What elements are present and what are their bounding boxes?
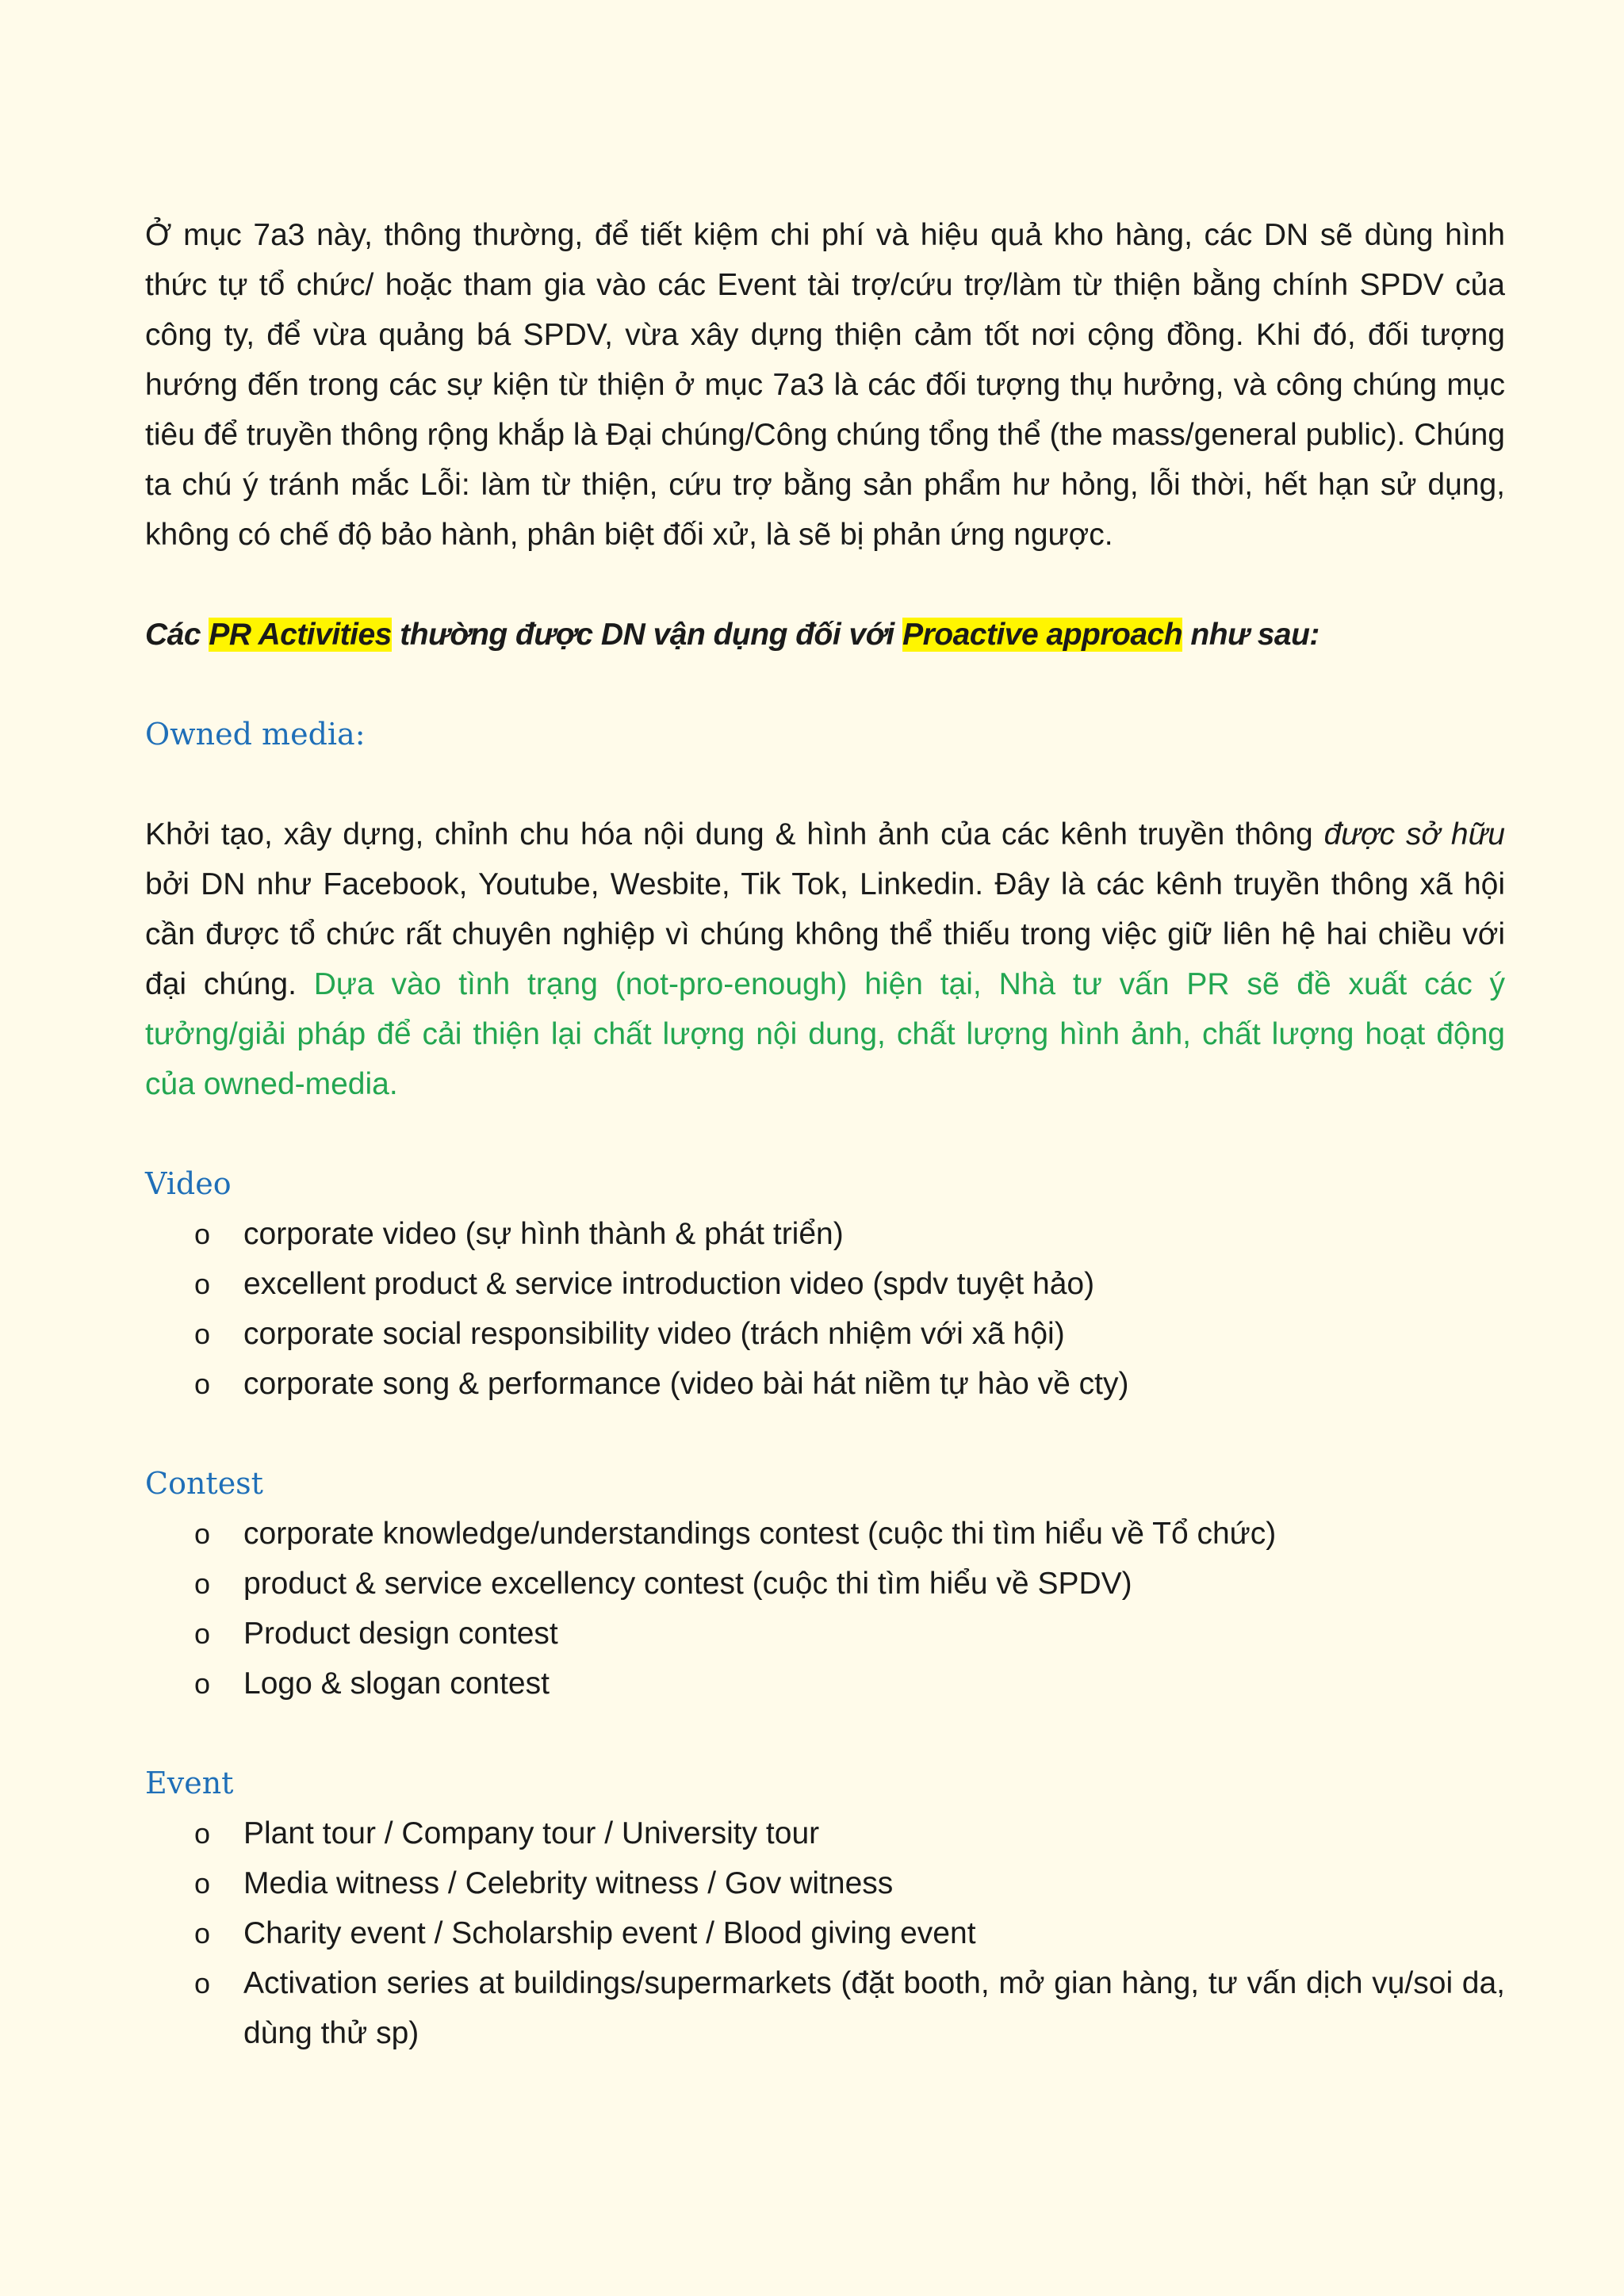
owned-media-paragraph xyxy=(145,809,1505,1109)
list-item xyxy=(145,1259,1505,1309)
list-item xyxy=(145,1659,1505,1709)
list-item xyxy=(145,1908,1505,1958)
list-item xyxy=(145,1808,1505,1858)
list-item xyxy=(145,1559,1505,1609)
bullet-circle-icon: o xyxy=(194,1867,211,1900)
contest-heading: Contest xyxy=(145,1466,263,1501)
bullet-circle-icon: o xyxy=(194,1268,211,1300)
lead-highlight-pr-activities: PR Activities xyxy=(209,618,392,652)
bullet-circle-icon: o xyxy=(194,1667,211,1700)
list-item-text: corporate social responsibility video (trách nhiệm với xã hội) xyxy=(243,1317,1065,1351)
video-list xyxy=(145,1209,1505,1409)
list-item-text: Plant tour / Company tour / University tour xyxy=(243,1816,820,1850)
list-item-text: corporate song & performance (video bài hát niềm tự hào về cty) xyxy=(243,1367,1129,1401)
contest-list xyxy=(145,1509,1505,1709)
bullet-circle-icon: o xyxy=(194,1567,211,1600)
list-item-text: excellent product & service introduction video (spdv tuyệt hảo) xyxy=(243,1267,1095,1301)
list-item-text: corporate video (sự hình thành & phát triển) xyxy=(243,1217,844,1251)
list-item xyxy=(145,1209,1505,1259)
lead-text-3: như sau: xyxy=(1182,618,1320,652)
list-item xyxy=(145,1359,1505,1409)
spacer xyxy=(145,560,1505,610)
spacer xyxy=(145,760,1505,809)
list-item-text: corporate knowledge/understandings contest (cuộc thi tìm hiểu về Tổ chức) xyxy=(243,1517,1277,1551)
intro-paragraph: Ở mục 7a3 này, thông thường, để tiết kiệm chi phí và hiệu quả kho hàng, các DN sẽ dùng hình thức tự tổ chức/ hoặc tham gia vào các Event tài trợ/cứu trợ/làm từ thiện bằng chính SPDV của công ty, để vừa quảng bá SPDV, vừa xây dựng thiện cảm tốt nơi cộng đồng. Khi đó, đối tượng hướng đến trong các sự kiện từ thiện ở mục 7a3 là các đối tượng thụ hưởng, và công chúng mục tiêu để truyền thông rộng khắp là Đại chúng/Công chúng tổng thể (the mass/general public). Chúng ta chú ý tránh mắc Lỗi: làm từ thiện, cứu trợ bằng sản phẩm hư hỏng, lỗi thời, hết hạn sử dụng, không có chế độ bảo hành, phân biệt đối xử, là sẽ bị phản ứng ngược. xyxy=(145,218,1505,552)
bullet-circle-icon: o xyxy=(194,1617,211,1650)
list-item xyxy=(145,1958,1505,2058)
bullet-circle-icon: o xyxy=(194,1517,211,1550)
owned-media-heading: Owned media: xyxy=(145,717,366,752)
list-item-text: Activation series at buildings/supermarkets (đặt booth, mở gian hàng, tư vấn dịch vụ/soi da, dùng thử sp) xyxy=(243,1966,1505,2050)
pr-activities-lead xyxy=(145,610,1505,660)
bullet-circle-icon: o xyxy=(194,1318,211,1350)
bullet-circle-icon: o xyxy=(194,1368,211,1400)
spacer xyxy=(145,1109,1505,1159)
lead-text-2: thường được DN vận dụng đối với xyxy=(391,618,903,652)
spacer xyxy=(145,1409,1505,1459)
owned-media-italic: được sở hữu xyxy=(1323,817,1505,851)
owned-media-text-1: Khởi tạo, xây dựng, chỉnh chu hóa nội dung & hình ảnh của các kênh truyền thông xyxy=(145,817,1324,851)
spacer xyxy=(145,1709,1505,1758)
list-item-text: Charity event / Scholarship event / Blood giving event xyxy=(243,1916,976,1950)
event-heading: Event xyxy=(145,1766,234,1800)
bullet-circle-icon: o xyxy=(194,1917,211,1950)
event-list xyxy=(145,1808,1505,2058)
list-item xyxy=(145,1858,1505,1908)
bullet-circle-icon: o xyxy=(194,1218,211,1250)
bullet-circle-icon: o xyxy=(194,1817,211,1850)
spacer xyxy=(145,660,1505,710)
list-item-text: product & service excellency contest (cuộc thi tìm hiểu về SPDV) xyxy=(243,1567,1132,1601)
list-item-text: Logo & slogan contest xyxy=(243,1667,550,1701)
lead-highlight-proactive-approach: Proactive approach xyxy=(902,618,1183,652)
owned-media-text-2: bởi DN như Facebook, Youtube, Wesbite, Tik Tok, Linkedin. Đây là các kênh truyền thông xã hội cần được tổ chức rất chuyên nghiệp vì chúng không thể thiếu trong việc giữ liên hệ hai chiều với đại chúng. xyxy=(145,867,1505,1001)
list-item xyxy=(145,1609,1505,1659)
video-heading: Video xyxy=(145,1166,232,1201)
list-item xyxy=(145,1309,1505,1359)
list-item-text: Media witness / Celebrity witness / Gov witness xyxy=(243,1866,894,1900)
lead-text-1: Các xyxy=(145,618,209,652)
owned-media-consultant-note: Dựa vào tình trạng (not-pro-enough) hiện tại, Nhà tư vấn PR sẽ đề xuất các ý tưởng/giải pháp để cải thiện lại chất lượng nội dung, chất lượng hình ảnh, chất lượng hoạt động của owned-media. xyxy=(145,967,1505,1101)
bullet-circle-icon: o xyxy=(194,1967,211,1999)
list-item-text: Product design contest xyxy=(243,1617,558,1651)
list-item xyxy=(145,1509,1505,1559)
